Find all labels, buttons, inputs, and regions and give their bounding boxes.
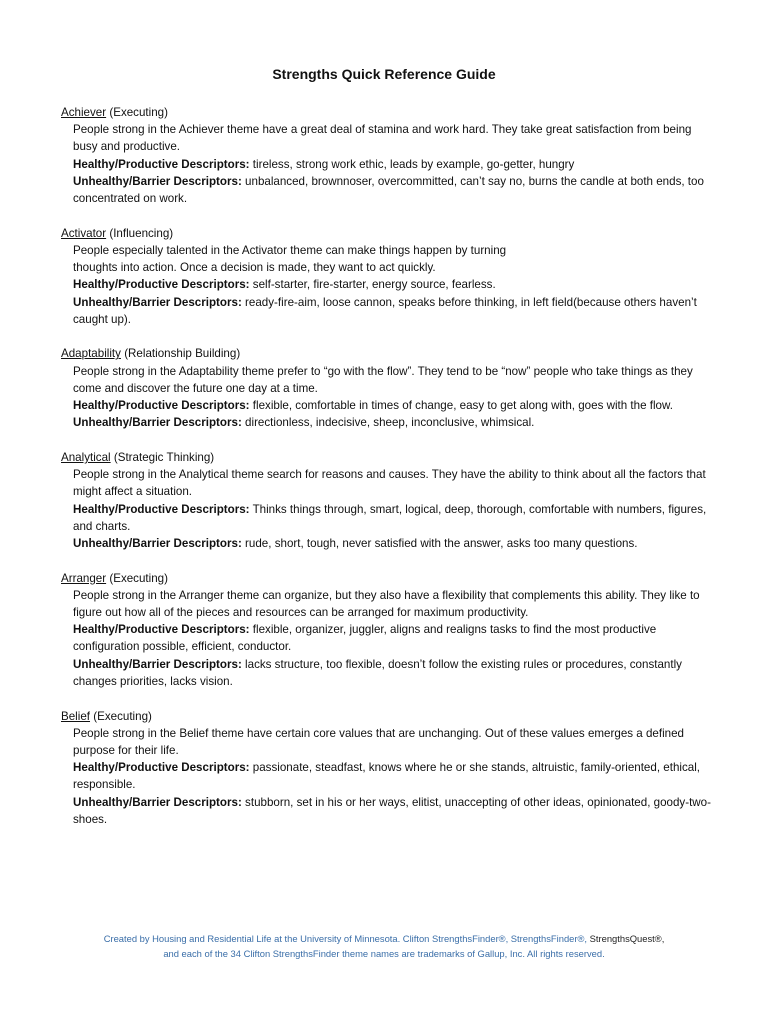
document-content (61, 104, 711, 846)
footer-line1-text: Created by Housing and Residential Life at the University of Minnesota. Clifton StrengthsFinder®, StrengthsFinder®, (103, 933, 588, 944)
footer-credits (40, 931, 728, 961)
section-heading (61, 104, 711, 121)
healthy-descriptors (73, 759, 711, 793)
unhealthy-descriptors (73, 656, 711, 690)
footer-line2: and each of the 34 Clifton StrengthsFinder theme names are trademarks of Gallup, Inc. All rights reserved. (163, 948, 605, 959)
healthy-text: flexible, comfortable in times of change, easy to get along with, goes with the flow. (252, 399, 673, 413)
section-heading (61, 708, 711, 725)
theme-domain: (Executing) (109, 571, 168, 585)
section-body (61, 121, 711, 207)
section-arranger (61, 570, 711, 690)
healthy-label: Healthy/Productive Descriptors: (73, 399, 250, 413)
unhealthy-descriptors (73, 173, 711, 207)
theme-name: Belief (61, 709, 91, 723)
healthy-text: self-starter, fire-starter, energy source, fearless. (252, 278, 496, 292)
unhealthy-label: Unhealthy/Barrier Descriptors: (73, 536, 242, 550)
section-body (61, 242, 711, 328)
unhealthy-text: lacks structure, too flexible, doesn’t follow the existing rules or procedures, constantly changes priorities, lacks vision. (73, 657, 682, 688)
unhealthy-text: unbalanced, brownnoser, overcommitted, can’t say no, burns the candle at both ends, too concentrated on work. (73, 174, 704, 206)
theme-description-line1: People especially talented in the Activator theme can make things happen by turning (73, 243, 507, 257)
theme-name: Analytical (61, 450, 111, 464)
theme-domain: (Executing) (109, 106, 168, 119)
healthy-descriptors (73, 501, 711, 535)
unhealthy-descriptors (73, 414, 711, 431)
theme-description: People strong in the Belief theme have certain core values that are unchanging. Out of these values emerges a defined purpose for their life. (73, 726, 684, 757)
theme-name: Arranger (61, 571, 107, 585)
section-belief (61, 708, 711, 828)
section-heading (61, 449, 711, 466)
unhealthy-text: stubborn, set in his or her ways, elitist, unaccepting of other ideas, opinionated, goody-two-shoes. (73, 795, 711, 826)
healthy-label: Healthy/Productive Descriptors: (73, 278, 250, 292)
unhealthy-label: Unhealthy/Barrier Descriptors: (73, 174, 242, 188)
section-adaptability (61, 345, 711, 431)
section-body (61, 725, 711, 828)
healthy-descriptors (73, 621, 711, 655)
unhealthy-label: Unhealthy/Barrier Descriptors: (73, 295, 242, 309)
theme-name: Achiever (61, 106, 107, 119)
unhealthy-descriptors (73, 294, 711, 328)
healthy-text: passionate, steadfast, knows where he or she stands, altruistic, family-oriented, ethical, responsible. (73, 761, 701, 792)
section-body (61, 466, 711, 552)
theme-name: Adaptability (61, 347, 121, 361)
unhealthy-label: Unhealthy/Barrier Descriptors: (73, 416, 242, 430)
theme-description: People strong in the Arranger theme can organize, but they also have a flexibility that complements this ability. They like to figure out how all of the pieces and resources can be arranged for maximum productivity. (73, 588, 700, 620)
healthy-text: Thinks things through, smart, logical, deep, thorough, comfortable with numbers, figures, and charts. (73, 502, 707, 533)
healthy-descriptors (73, 156, 711, 173)
unhealthy-descriptors (73, 535, 711, 552)
healthy-label: Healthy/Productive Descriptors: (73, 502, 250, 516)
section-activator (61, 225, 711, 328)
footer-line1-strengthsquest: StrengthsQuest®, (589, 933, 665, 944)
section-heading (61, 570, 711, 587)
section-heading (61, 345, 711, 362)
theme-description: People strong in the Adaptability theme prefer to “go with the flow”. They tend to be “now” people who take things as they come and discover the future one day at a time. (73, 364, 693, 395)
theme-description: People strong in the Achiever theme have a great deal of stamina and work hard. They take great satisfaction from being busy and productive. (73, 123, 692, 154)
page-title: Strengths Quick Reference Guide (272, 66, 496, 82)
theme-domain: (Influencing) (109, 226, 174, 240)
section-analytical (61, 449, 711, 552)
section-body (61, 363, 711, 432)
healthy-text: flexible, organizer, juggler, aligns and realigns tasks to find the most productive configuration possible, efficient, conductor. (73, 623, 657, 654)
unhealthy-text: directionless, indecisive, sheep, inconclusive, whimsical. (245, 416, 535, 430)
unhealthy-text: rude, short, tough, never satisfied with the answer, asks too many questions. (245, 536, 638, 550)
healthy-label: Healthy/Productive Descriptors: (73, 623, 250, 637)
theme-description: People strong in the Analytical theme search for reasons and causes. They have the ability to think about all the factors that might affect a situation. (73, 468, 706, 499)
unhealthy-text: ready-fire-aim, loose cannon, speaks before thinking, in left field(because others haven’t caught up). (73, 295, 697, 326)
theme-name: Activator (61, 226, 107, 240)
healthy-label: Healthy/Productive Descriptors: (73, 761, 250, 775)
theme-description-line2: thoughts into action. Once a decision is made, they want to act quickly. (73, 261, 436, 275)
unhealthy-label: Unhealthy/Barrier Descriptors: (73, 795, 242, 809)
theme-domain: (Relationship Building) (124, 347, 241, 361)
unhealthy-label: Unhealthy/Barrier Descriptors: (73, 657, 242, 671)
footer-line1 (40, 931, 728, 946)
section-heading (61, 225, 711, 242)
healthy-descriptors (73, 276, 711, 293)
theme-domain: (Executing) (93, 709, 152, 723)
healthy-descriptors (73, 397, 711, 414)
theme-domain: (Strategic Thinking) (113, 450, 215, 464)
unhealthy-descriptors (73, 794, 711, 828)
section-body (61, 587, 711, 690)
healthy-text: tireless, strong work ethic, leads by example, go-getter, hungry (252, 157, 575, 171)
healthy-label: Healthy/Productive Descriptors: (73, 157, 250, 171)
section-achiever (61, 104, 711, 207)
